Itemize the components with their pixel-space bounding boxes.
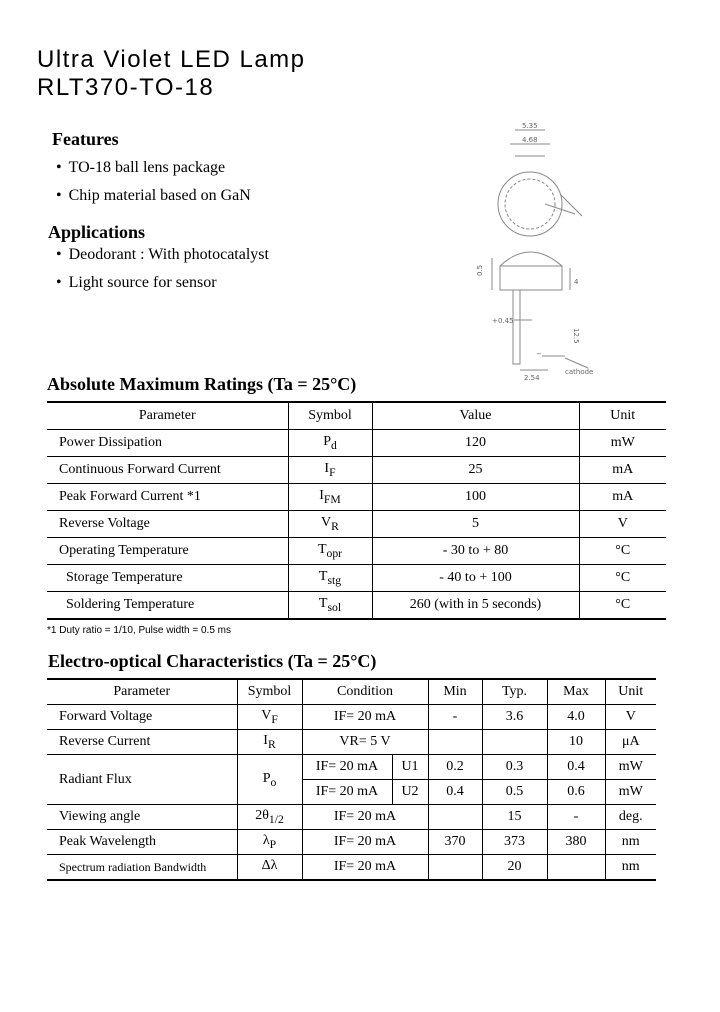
table-row <box>47 538 666 565</box>
unit-cell: μA <box>605 730 656 755</box>
typ-cell <box>482 730 547 755</box>
param-cell: Power Dissipation <box>47 430 288 457</box>
unit-cell: deg. <box>605 805 656 830</box>
table-row <box>47 755 656 780</box>
min-cell: - <box>428 705 482 730</box>
plus-label: + <box>492 317 498 325</box>
param-cell: Operating Temperature <box>47 538 288 565</box>
package-drawing <box>470 118 610 386</box>
table-header-row <box>47 679 656 705</box>
variant-cell: U1 <box>392 755 428 780</box>
variant-cell: U2 <box>392 780 428 805</box>
max-cell: 380 <box>547 830 605 855</box>
symbol-cell: Δλ <box>237 855 302 881</box>
list-item: • TO-18 ball lens package <box>56 154 251 182</box>
eo-heading: Electro-optical Characteristics (Ta = 25°C) <box>48 651 377 671</box>
table-row <box>47 430 666 457</box>
condition-cell: IF= 20 mA <box>302 855 428 881</box>
unit-cell: nm <box>605 830 656 855</box>
value-cell: 5 <box>372 511 579 538</box>
min-cell <box>428 730 482 755</box>
unit-cell: V <box>579 511 666 538</box>
param-cell: Peak Wavelength <box>47 830 237 855</box>
table-row <box>47 805 656 830</box>
unit-cell: mA <box>579 484 666 511</box>
symbol-cell: $T_{sol}$ <box>288 592 372 620</box>
symbol-cell: $I_F$ <box>288 457 372 484</box>
value-cell: - 40 to + 100 <box>372 565 579 592</box>
unit-cell: °C <box>579 565 666 592</box>
symbol-cell: $P_d$ <box>288 430 372 457</box>
dim-label-h2: 4 <box>574 278 579 286</box>
symbol-cell: $T_{stg}$ <box>288 565 372 592</box>
param-cell: Continuous Forward Current <box>47 457 288 484</box>
condition-cell: IF= 20 mA <box>302 705 428 730</box>
unit-cell: nm <box>605 855 656 881</box>
col-header: Value <box>372 402 579 430</box>
col-header: Condition <box>302 679 428 705</box>
symbol-cell: $V_F$ <box>237 705 302 730</box>
value-cell: 25 <box>372 457 579 484</box>
max-cell: 4.0 <box>547 705 605 730</box>
param-cell: Forward Voltage <box>47 705 237 730</box>
unit-cell: V <box>605 705 656 730</box>
dim-label-d2: 4.68 <box>522 136 538 144</box>
table-row <box>47 457 666 484</box>
param-cell: Radiant Flux <box>47 755 237 805</box>
list-item: • Light source for sensor <box>56 269 269 297</box>
col-header: Unit <box>579 402 666 430</box>
condition-cell: IF= 20 mA <box>302 805 428 830</box>
max-cell: 10 <box>547 730 605 755</box>
unit-cell: mW <box>605 780 656 805</box>
applications-heading: Applications <box>48 222 146 242</box>
min-cell: 0.2 <box>428 755 482 780</box>
min-cell <box>428 855 482 881</box>
symbol-cell: $I_{FM}$ <box>288 484 372 511</box>
unit-cell: °C <box>579 538 666 565</box>
condition-cell: IF= 20 mA <box>302 780 392 805</box>
param-cell: Peak Forward Current *1 <box>47 484 288 511</box>
symbol-cell: $I_R$ <box>237 730 302 755</box>
typ-cell: 0.5 <box>482 780 547 805</box>
minus-label: − <box>536 350 542 358</box>
cathode-label: cathode <box>565 368 594 376</box>
list-item: • Deodorant : With photocatalyst <box>56 241 269 269</box>
typ-cell: 15 <box>482 805 547 830</box>
max-cell <box>547 855 605 881</box>
col-header: Unit <box>605 679 656 705</box>
value-cell: 260 (with in 5 seconds) <box>372 592 579 620</box>
col-header: Parameter <box>47 679 237 705</box>
applications-list <box>56 241 269 297</box>
typ-cell: 20 <box>482 855 547 881</box>
table-row <box>47 730 656 755</box>
abs-max-heading: Absolute Maximum Ratings (Ta = 25°C) <box>47 374 357 394</box>
col-header: Symbol <box>288 402 372 430</box>
table-row <box>47 511 666 538</box>
col-header: Typ. <box>482 679 547 705</box>
unit-cell: mW <box>605 755 656 780</box>
condition-cell: IF= 20 mA <box>302 755 392 780</box>
min-cell: 370 <box>428 830 482 855</box>
symbol-cell: $P_o$ <box>237 755 302 805</box>
param-cell: Storage Temperature <box>47 565 288 592</box>
col-header: Max <box>547 679 605 705</box>
dim-label-pitch: 2.54 <box>524 374 540 382</box>
param-cell: Soldering Temperature <box>66 597 195 612</box>
typ-cell: 373 <box>482 830 547 855</box>
min-cell <box>428 805 482 830</box>
col-header: Min <box>428 679 482 705</box>
table-header-row <box>47 402 666 430</box>
footnote: *1 Duty ratio = 1/10, Pulse width = 0.5 ms <box>47 625 231 636</box>
typ-cell: 0.3 <box>482 755 547 780</box>
param-cell: Spectrum radiation Bandwidth <box>59 859 207 874</box>
param-cell: Viewing angle <box>47 805 237 830</box>
title-line-1: Ultra Violet LED Lamp <box>37 46 306 73</box>
unit-cell: °C <box>579 592 666 620</box>
value-cell: 100 <box>372 484 579 511</box>
dim-label-lead-pitch: 0.45 <box>498 317 514 325</box>
symbol-cell: $2\theta_{1/2}$ <box>237 805 302 830</box>
table-row <box>47 855 656 881</box>
dim-label-lead-length: 12.5 <box>572 328 580 344</box>
title-line-2: RLT370-TO-18 <box>37 74 215 101</box>
table-row <box>47 565 666 592</box>
unit-cell: mW <box>579 430 666 457</box>
col-header: Symbol <box>237 679 302 705</box>
unit-cell: mA <box>579 457 666 484</box>
condition-cell: IF= 20 mA <box>302 830 428 855</box>
min-cell: 0.4 <box>428 780 482 805</box>
param-cell: Reverse Voltage <box>47 511 288 538</box>
symbol-cell: $T_{opr}$ <box>288 538 372 565</box>
features-list <box>56 154 251 210</box>
table-row <box>47 592 666 620</box>
symbol-cell: $\lambda_P$ <box>237 830 302 855</box>
eo-table <box>47 678 656 881</box>
condition-cell: VR= 5 V <box>302 730 428 755</box>
value-cell: - 30 to + 80 <box>372 538 579 565</box>
value-cell: 120 <box>372 430 579 457</box>
typ-cell: 3.6 <box>482 705 547 730</box>
dim-label-d1: 5.35 <box>522 122 538 130</box>
max-cell: 0.6 <box>547 780 605 805</box>
dim-label-h1: 0.5 <box>476 264 484 276</box>
table-row <box>47 705 656 730</box>
max-cell: - <box>547 805 605 830</box>
param-cell: Reverse Current <box>47 730 237 755</box>
col-header: Parameter <box>47 402 288 430</box>
abs-max-table <box>47 401 666 620</box>
table-row <box>47 830 656 855</box>
table-row <box>47 484 666 511</box>
list-item: • Chip material based on GaN <box>56 182 251 210</box>
symbol-cell: $V_R$ <box>288 511 372 538</box>
features-heading: Features <box>52 129 119 149</box>
max-cell: 0.4 <box>547 755 605 780</box>
